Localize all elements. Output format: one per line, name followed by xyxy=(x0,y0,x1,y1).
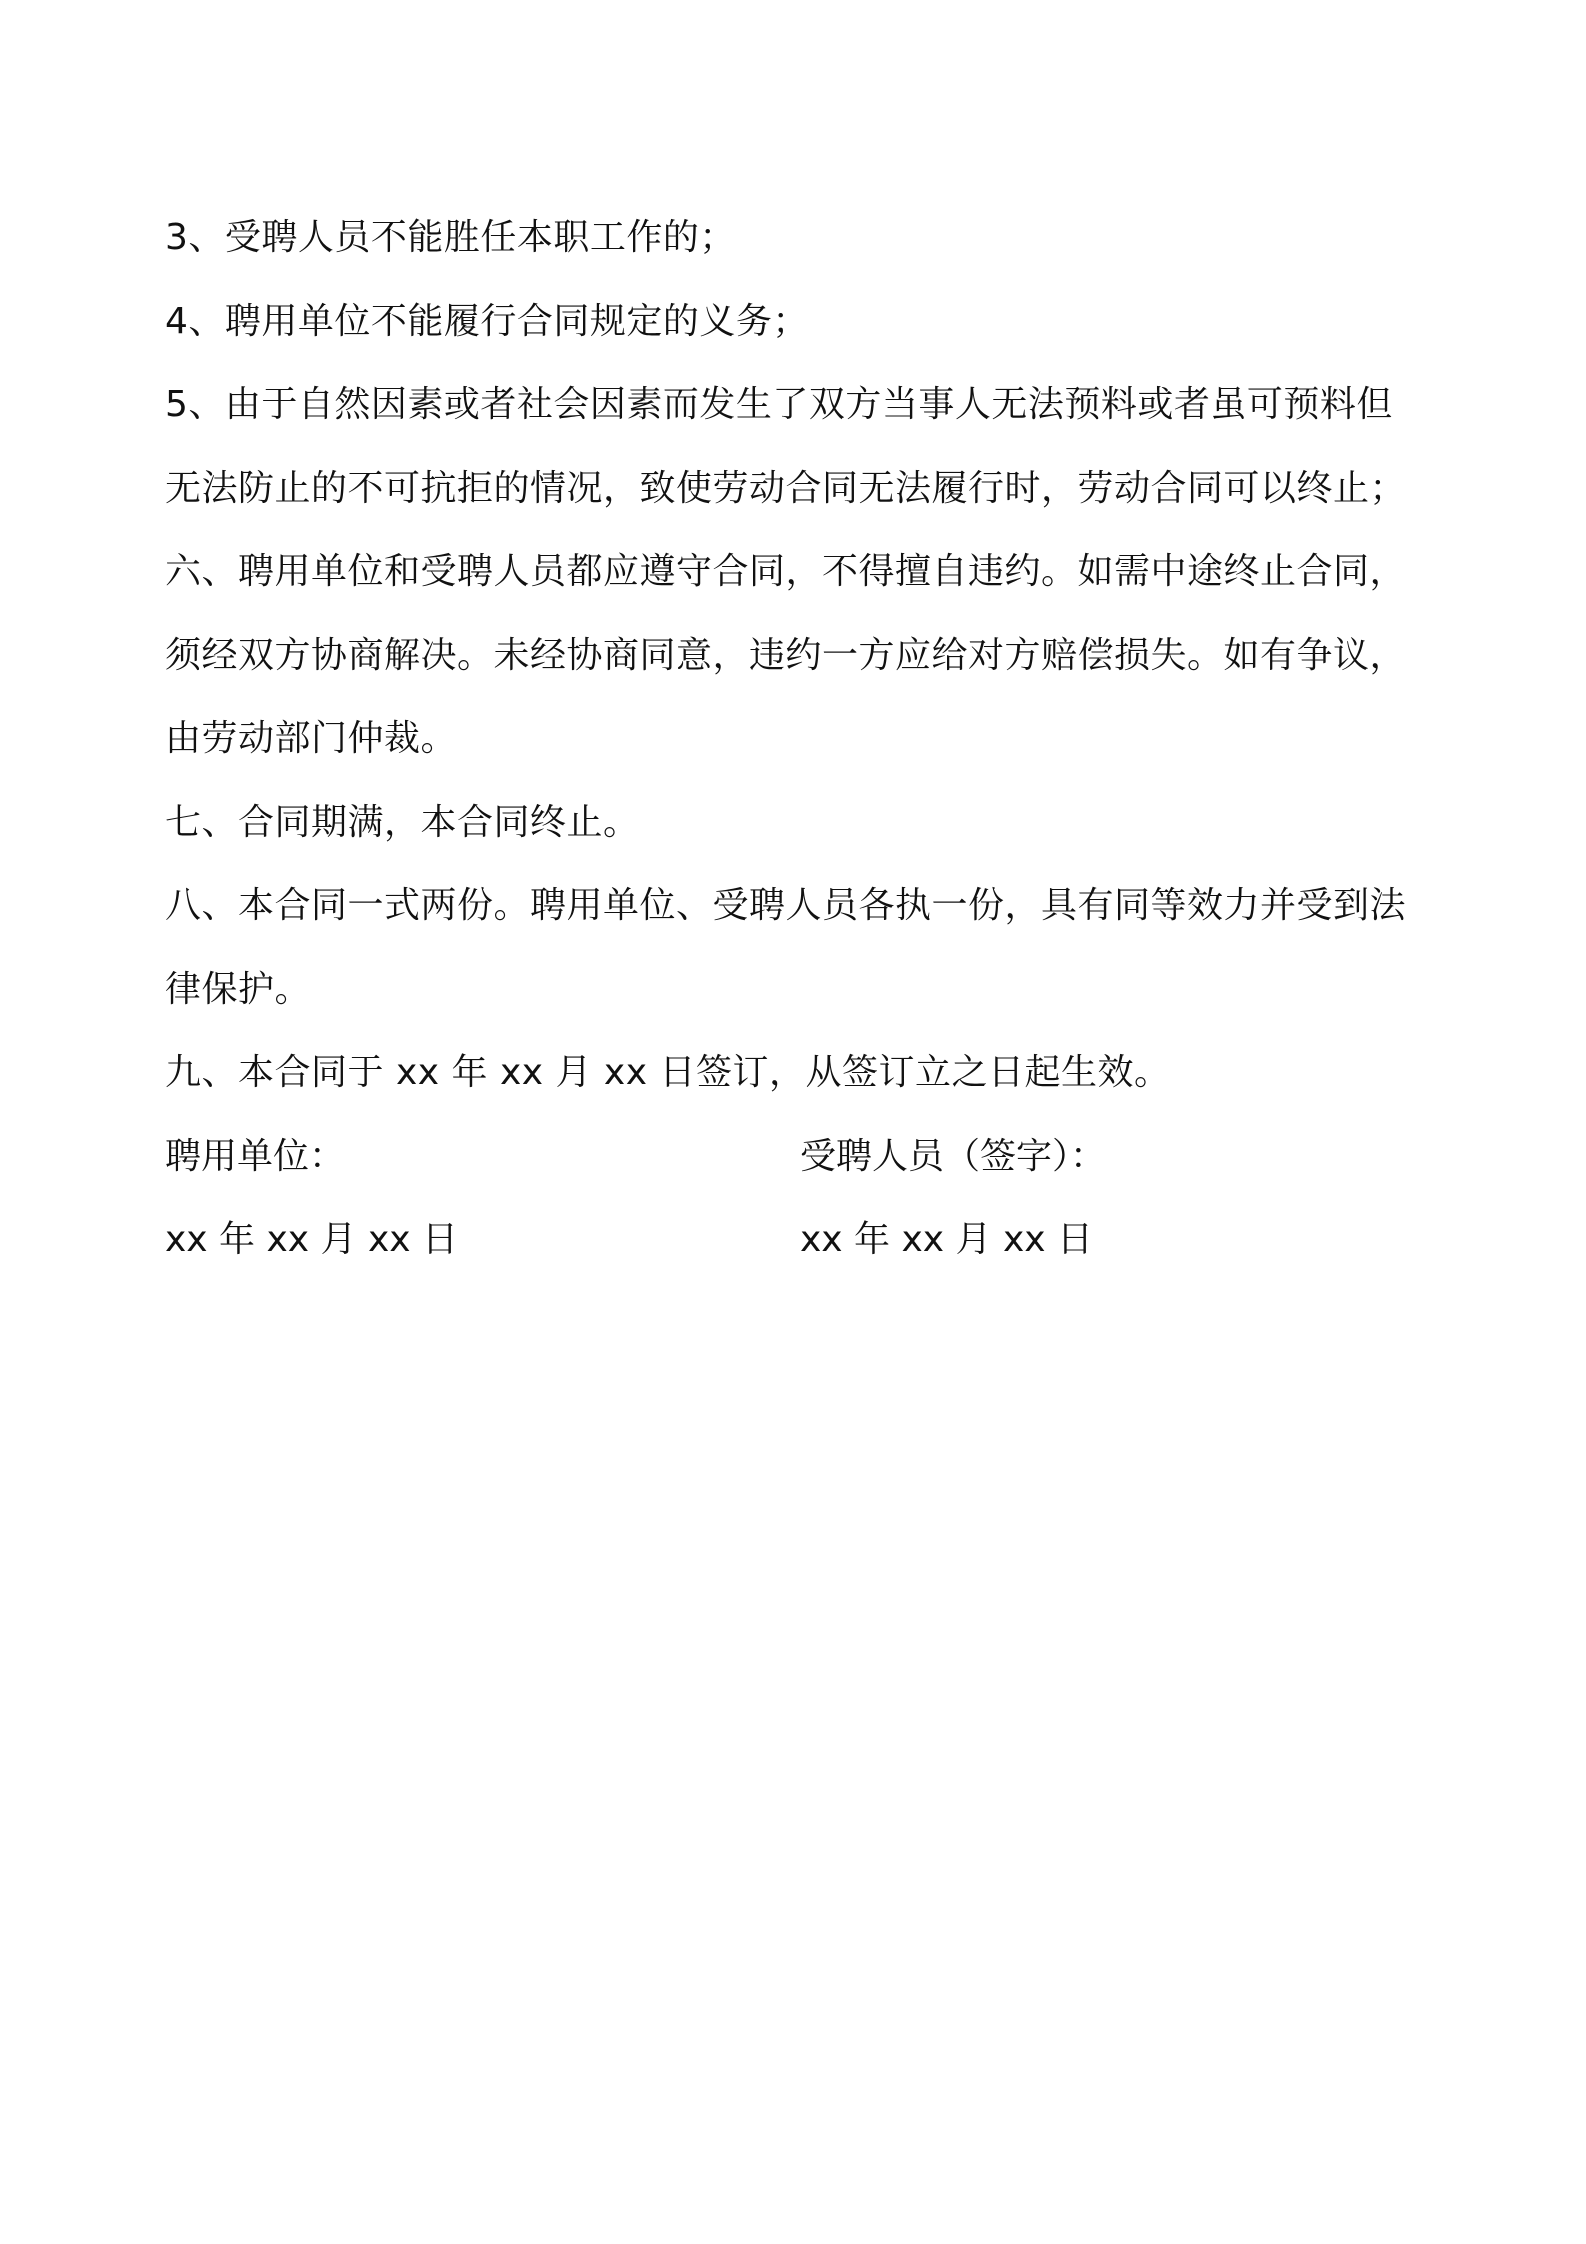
employee-date: xx 年 xx 月 xx 日 xyxy=(800,1219,1094,1260)
clause-4-line: 4、聘用单位不能履行合同规定的义务； xyxy=(165,300,809,342)
employee-signature-label: 受聘人员（签字）： xyxy=(800,1135,1107,1177)
clause-seven-line: 七、合同期满，本合同终止。 xyxy=(165,801,640,843)
signature-label-row xyxy=(165,1115,1435,1199)
clause-six-line-3: 由劳动部门仲裁。 xyxy=(165,718,458,759)
employer-date: xx 年 xx 月 xx 日 xyxy=(165,1219,459,1260)
clause-six-line-2: 须经双方协商解决。未经协商同意，违约一方应给对方赔偿损失。如有争议， xyxy=(165,634,1407,676)
document-body xyxy=(165,196,1435,1282)
clause-eight-line-2: 律保护。 xyxy=(165,968,312,1010)
signature-date-row xyxy=(165,1198,1435,1282)
clause-3-line: 3、受聘人员不能胜任本职工作的； xyxy=(165,217,736,258)
clause-six-line-1: 六、聘用单位和受聘人员都应遵守合同，不得擅自违约。如需中途终止合同， xyxy=(165,551,1407,592)
clause-eight-line-1: 八、本合同一式两份。聘用单位、受聘人员各执一份，具有同等效力并受到法 xyxy=(165,885,1407,926)
clause-5-line-2: 无法防止的不可抗拒的情况，致使劳动合同无法履行时，劳动合同可以终止； xyxy=(165,467,1407,509)
employer-signature-label: 聘用单位： xyxy=(165,1135,346,1177)
clause-nine-line: 九、本合同于 xx 年 xx 月 xx 日签订，从签订立之日起生效。 xyxy=(165,1052,1171,1093)
clause-5-line-1: 5、由于自然因素或者社会因素而发生了双方当事人无法预料或者虽可预料但 xyxy=(165,384,1393,425)
